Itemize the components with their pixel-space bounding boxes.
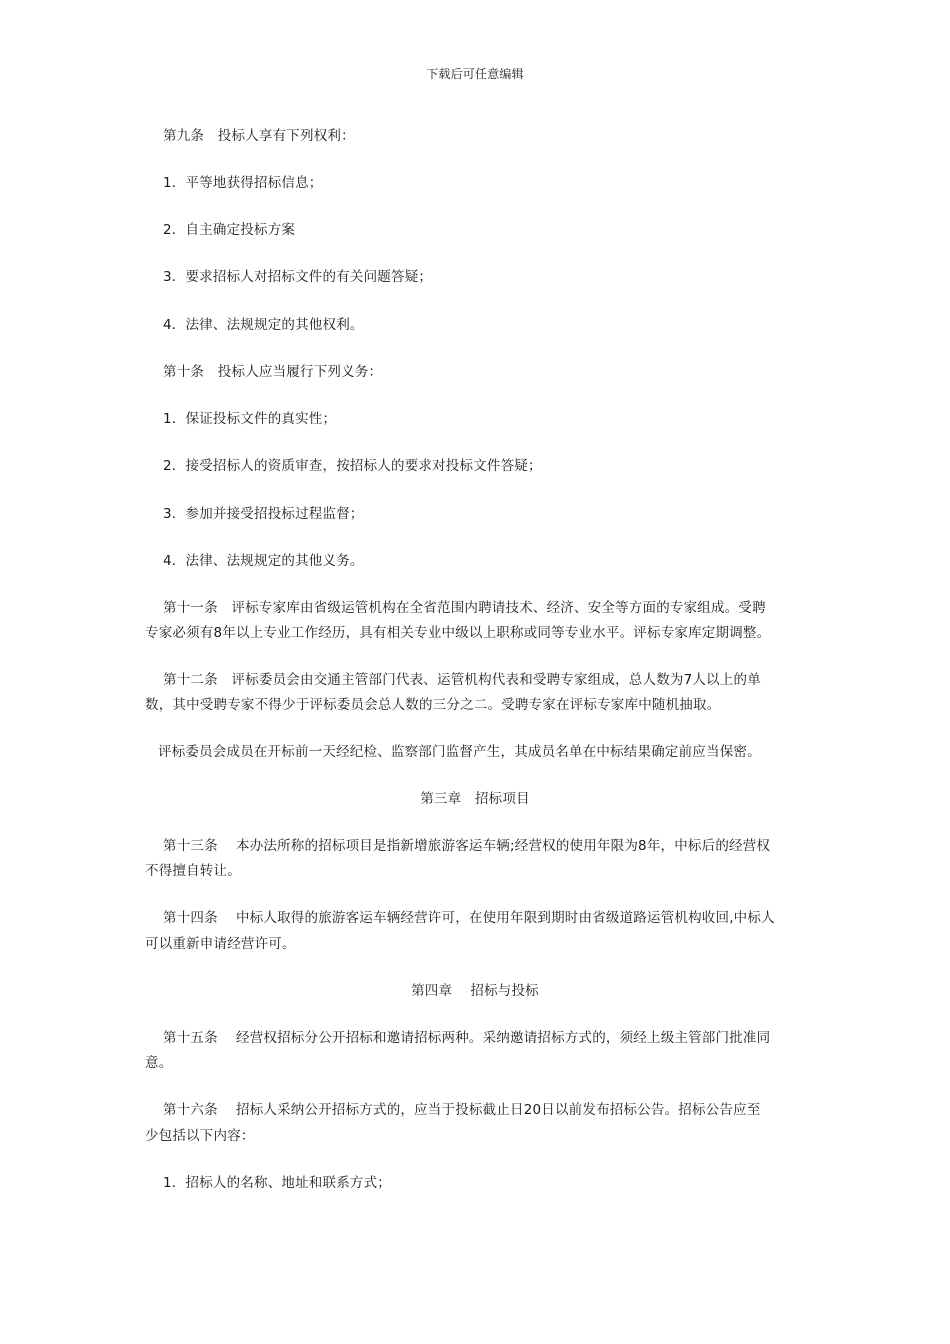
article-16-item-1: 1．招标人的名称、地址和联系方式； — [163, 1175, 391, 1191]
article-9-item-1: 1．平等地获得招标信息； — [163, 175, 323, 191]
chapter-4-title: 第四章 招标与投标 — [411, 983, 539, 999]
article-14-line-1: 第十四条 中标人取得的旅游客运车辆经营许可，在使用年限到期时由省级道路运管机构收回,中标人 — [163, 910, 775, 926]
article-9-item-2: 2．自主确定投标方案 — [163, 222, 296, 238]
article-11-line-2: 专家必须有8年以上专业工作经历，具有相关专业中级以上职称或同等专业水平。评标专家库定期调整。 — [145, 625, 771, 641]
article-15-line-2: 意。 — [145, 1055, 173, 1071]
committee-paragraph: 评标委员会成员在开标前一天经纪检、监察部门监督产生，其成员名单在中标结果确定前应当保密。 — [158, 744, 761, 760]
article-9-heading: 第九条 投标人享有下列权利： — [163, 128, 355, 144]
chapter-3-title: 第三章 招标项目 — [420, 791, 530, 807]
article-11-line-1: 第十一条 评标专家库由省级运管机构在全省范围内聘请技术、经济、安全等方面的专家组成。受聘 — [163, 600, 766, 616]
article-13-line-2: 不得擅自转让。 — [145, 863, 241, 879]
article-16-line-1: 第十六条 招标人采纳公开招标方式的，应当于投标截止日20日以前发布招标公告。招标公告应至 — [163, 1102, 761, 1118]
article-16-line-2: 少包括以下内容： — [145, 1128, 255, 1144]
article-10-item-4: 4．法律、法规规定的其他义务。 — [163, 553, 364, 569]
article-10-item-2: 2．接受招标人的资质审查，按招标人的要求对投标文件答疑； — [163, 458, 542, 474]
article-9-item-3: 3．要求招标人对招标文件的有关问题答疑； — [163, 269, 433, 285]
article-12-line-1: 第十二条 评标委员会由交通主管部门代表、运管机构代表和受聘专家组成，总人数为7人以上的单 — [163, 672, 761, 688]
article-10-item-1: 1．保证投标文件的真实性； — [163, 411, 337, 427]
article-10-heading: 第十条 投标人应当履行下列义务： — [163, 364, 383, 380]
article-13-line-1: 第十三条 本办法所称的招标项目是指新增旅游客运车辆;经营权的使用年限为8年，中标后的经营权 — [163, 838, 771, 854]
article-15-line-1: 第十五条 经营权招标分公开招标和邀请招标两种。采纳邀请招标方式的，须经上级主管部门批准同 — [163, 1030, 771, 1046]
article-14-line-2: 可以重新申请经营许可。 — [145, 936, 296, 952]
page-header: 下载后可任意编辑 — [426, 67, 524, 81]
article-12-line-2: 数，其中受聘专家不得少于评标委员会总人数的三分之二。受聘专家在评标专家库中随机抽取。 — [145, 697, 721, 713]
article-10-item-3: 3．参加并接受招投标过程监督； — [163, 506, 364, 522]
article-9-item-4: 4．法律、法规规定的其他权利。 — [163, 317, 364, 333]
